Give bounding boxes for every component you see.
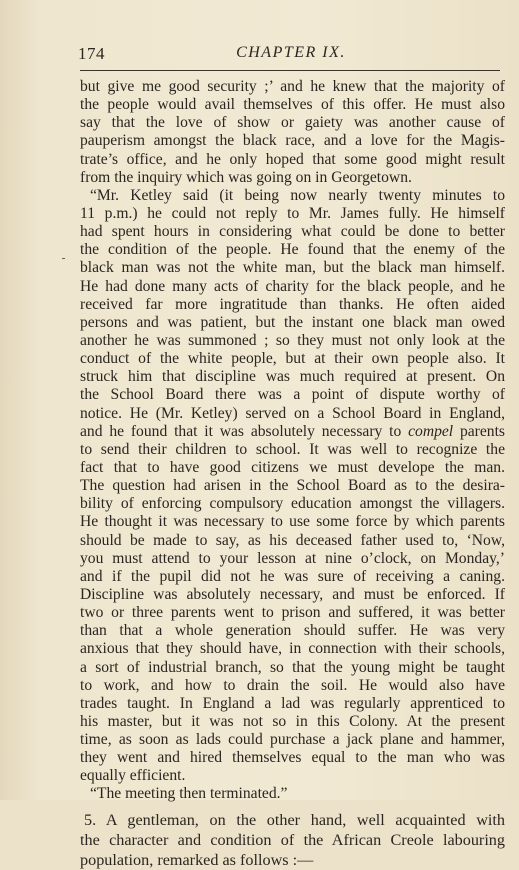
text-line: than that a whole generation should suffer. He was very <box>80 622 505 640</box>
text-line: bility of enforcing compulsory education amongst the villagers. <box>80 495 505 513</box>
text-line: had spent hours in considering what could be done to better <box>80 223 505 241</box>
text-line: should be made to say, as his deceased father used to, ‘Now, <box>80 531 505 549</box>
text-line: struck him that discipline was much required at present. On <box>80 368 505 386</box>
text-line: another he was summoned ; so they must not only look at the <box>80 331 505 349</box>
text-line: and if the pupil did not he was sure of receiving a caning. <box>80 567 505 585</box>
text-line: 5. A gentleman, on the other hand, well acquainted with <box>84 810 505 829</box>
text-segment: and he found that it was absolutely necessary to <box>80 422 409 440</box>
text-line: Discipline was absolutely necessary, and must be enforced. If <box>80 585 505 603</box>
chapter-title: CHAPTER IX. <box>236 44 346 61</box>
text-line: but give me good security ;’ and he knew that the majority of <box>80 78 505 95</box>
text-line: black man was not the white man, but the black man himself. <box>80 259 505 277</box>
text-line: He had done many acts of charity for the black people, and he <box>80 277 505 295</box>
text-line: the people would avail themselves of this offer. He must also <box>80 96 505 114</box>
text-line: say that the love of show or gaiety was another cause of <box>80 114 505 132</box>
margin-mark <box>62 258 65 259</box>
text-line: the School Board there was a point of dispute worthy of <box>80 386 505 404</box>
text-line: conduct of the white people, but at their own people also. It <box>80 350 505 368</box>
text-line: received far more ingratitude than thanks. He often aided <box>80 295 505 313</box>
page-number: 174 <box>78 44 105 63</box>
running-header <box>78 44 504 66</box>
text-line: the character and condition of the African Creole labouring <box>80 830 505 849</box>
text-line: “Mr. Ketley said (it being now nearly twenty minutes to <box>90 186 505 204</box>
body-text <box>80 78 505 870</box>
text-line: his master, but it was not so in this Colony. At the present <box>80 712 505 730</box>
text-line: two or three parents went to prison and suffered, it was better <box>80 604 505 622</box>
text-line: 11 p.m.) he could not reply to Mr. James fully. He himself <box>80 204 505 222</box>
text-line-with-italic <box>80 423 505 441</box>
text-line: anxious that they should have, in connection with their schools, <box>80 640 505 658</box>
text-line: “The meeting then terminated.” <box>90 785 288 803</box>
text-line: notice. He (Mr. Ketley) served on a School Board in England, <box>80 404 505 422</box>
text-segment: parents <box>453 422 505 440</box>
text-line: persons and was patient, but the instant one black man owed <box>80 313 505 331</box>
text-line: they went and hired themselves equal to the man who was <box>80 749 505 767</box>
text-line: from the inquiry which was going on in Georgetown. <box>80 168 412 186</box>
header-rule <box>80 70 500 71</box>
text-line: to work, and how to drain the soil. He would also have <box>80 676 505 694</box>
italic-word: compel <box>408 422 454 440</box>
text-line: population, remarked as follows :— <box>80 850 314 869</box>
text-line: you must attend to your lesson at nine o’clock, on Monday,’ <box>80 549 505 567</box>
text-line: the condition of the people. He found that the enemy of the <box>80 241 505 259</box>
text-line: to send their children to school. It was well to recognize the <box>80 440 505 458</box>
text-line: a sort of industrial branch, so that the young might be taught <box>80 658 505 676</box>
text-line: He thought it was necessary to use some force by which parents <box>80 513 505 531</box>
text-line: fact that to have good citizens we must develope the man. <box>80 458 505 476</box>
text-line: trades taught. In England a lad was regularly apprenticed to <box>80 694 505 712</box>
text-line: trate’s office, and he only hoped that some good might result <box>80 150 505 168</box>
text-line: The question had arisen in the School Board as to the desira- <box>80 477 505 495</box>
text-line: pauperism amongst the black race, and a love for the Magis- <box>80 132 505 150</box>
text-line: equally efficient. <box>80 767 186 785</box>
text-line: time, as soon as lads could purchase a jack plane and hammer, <box>80 731 505 749</box>
